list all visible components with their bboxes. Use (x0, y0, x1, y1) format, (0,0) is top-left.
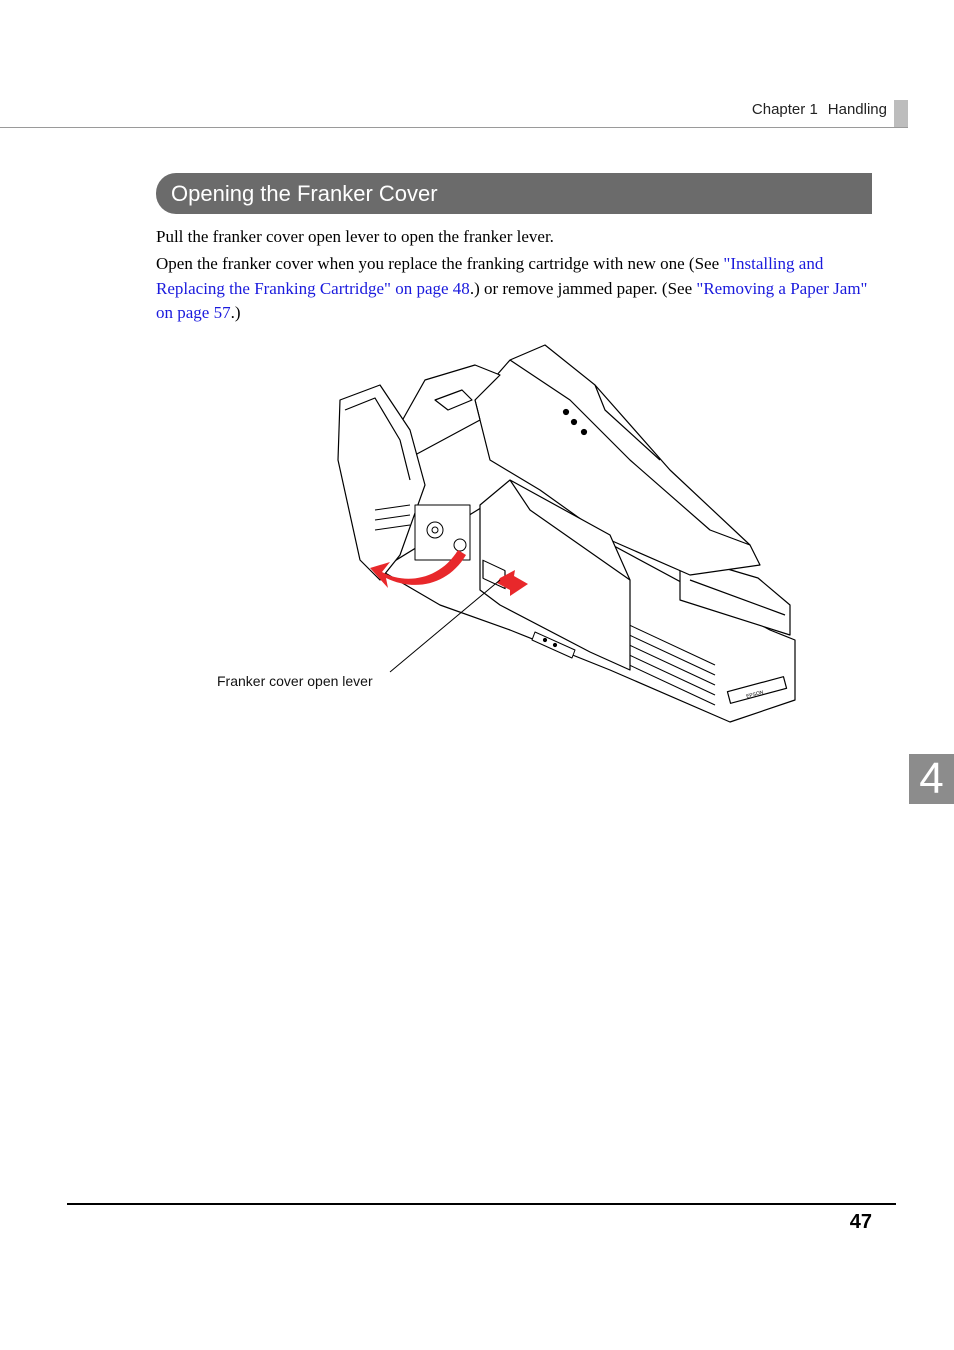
header-chapter: Chapter 1 (751, 101, 818, 118)
brand-label: EPSON (745, 689, 765, 700)
chapter-thumb-tab: 4 (909, 754, 954, 804)
figure-caption: Franker cover open lever (217, 673, 373, 689)
running-header (752, 101, 887, 118)
paragraph-2-text-c: .) (230, 303, 241, 322)
section-heading-bar (156, 173, 872, 214)
link-removing-paper-jam[interactable]: "Removing a Paper Jam" on page 57 (156, 278, 868, 322)
paragraph-instruction (156, 225, 872, 250)
header-rule (0, 127, 908, 128)
header-section: Handling (827, 101, 887, 118)
link-installing-cartridge[interactable]: "Installing and Replacing the Franking Cartridge" on page 48 (156, 254, 824, 298)
header-tab-marker (894, 100, 908, 127)
printer-illustration (210, 340, 810, 730)
footer-rule (67, 1203, 896, 1205)
paragraph-1-text: Pull the franker cover open lever to open the franker lever. (156, 227, 554, 246)
page-number: 47 (849, 1211, 872, 1233)
paragraph-2-text-a: Open the franker cover when you replace the franking cartridge with new one (See (156, 254, 724, 273)
section-title: Opening the Franker Cover (171, 180, 438, 206)
paragraph-details (156, 252, 872, 326)
paragraph-2-text-b: .) or remove jammed paper. (See (469, 278, 697, 298)
